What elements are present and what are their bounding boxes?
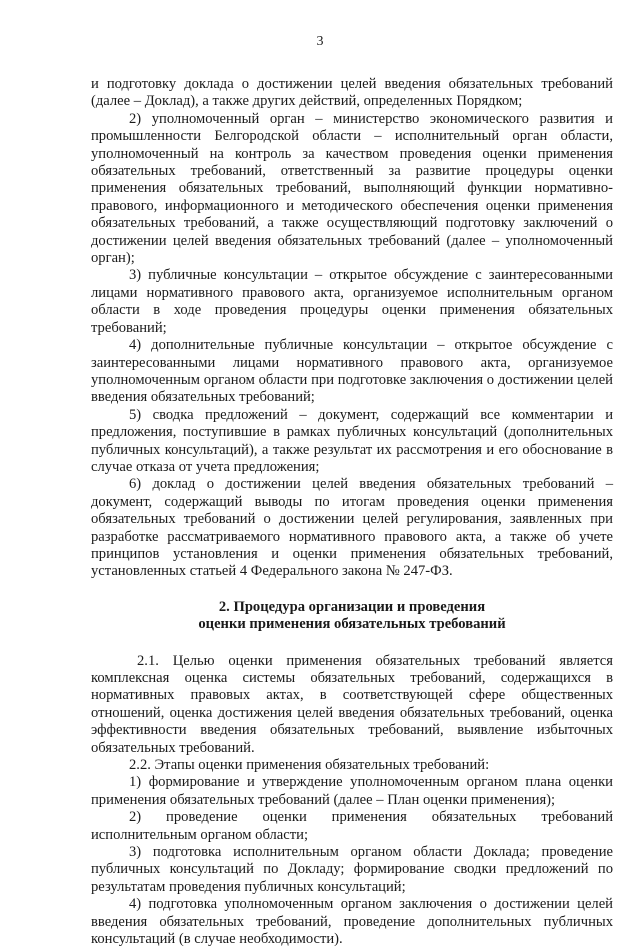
stage-item: 1) формирование и утверждение уполномоченным органом плана оценки применения обязательных требований (далее – План оценки применения); [91, 774, 613, 808]
document-body [91, 76, 613, 949]
section-heading-line: оценки применения обязательных требований [198, 616, 506, 633]
section-heading [91, 599, 613, 634]
definition-item: 2) уполномоченный орган – министерство экономического развития и промышленности Белгородской области – исполнительный орган области, уполномоченный на контроль за качеством проведения оценки применения обязательных требований, ответственный за развитие процедуры оценки применения обязательных требований, выполняющий функции нормативно-правового, информационного и методического обеспечения оценки применения обязательных требований, а также осуществляющий подготовку заключений о достижении целей введения обязательных требований (далее – уполномоченный орган); [91, 110, 613, 267]
definition-item: 6) доклад о достижении целей введения обязательных требований – документ, содержащий выводы по итогам проведения оценки применения обязательных требований о достижении целей регулирования, заявленных при разработке рассматриваемого нормативного правового акта, а также об учете принципов установления и оценки применения обязательных требований, установленных статьей 4 Федерального закона № 247-ФЗ. [91, 476, 613, 580]
section-heading-line: 2. Процедура организации и проведения [218, 598, 486, 615]
definition-item: 5) сводка предложений – документ, содержащий все комментарии и предложения, поступившие в рамках публичных консультаций (дополнительных публичных консультаций), а также результат их рассмотрения и его обоснование в случае отказа от учета предложения; [91, 406, 613, 475]
stage-item: 2) проведение оценки применения обязательных требований исполнительным органом области; [91, 809, 613, 843]
definition-item: 3) публичные консультации – открытое обсуждение с заинтересованными лицами нормативного правового акта, организуемое исполнительным органом области в ходе проведения процедуры оценки применения обязательных требований; [91, 267, 613, 336]
stage-item: 4) подготовка уполномоченным органом заключения о достижении целей введения обязательных требований, проведение дополнительных публичных консультаций (в случае необходимости). [91, 896, 613, 948]
page-number: 3 [316, 34, 324, 49]
paragraph: 2.2. Этапы оценки применения обязательных требований: [129, 757, 490, 774]
paragraph: и подготовку доклада о достижении целей введения обязательных требований (далее – Доклад), а также других действий, определенных Порядком; [91, 76, 613, 110]
stage-item: 3) подготовка исполнительным органом области Доклада; проведение публичных консультаций по Докладу; формирование сводки предложений по результатам проведения публичных консультаций; [91, 844, 613, 895]
definition-item: 4) дополнительные публичные консультации – открытое обсуждение с заинтересованными лицами нормативного правового акта, организуемое уполномоченным органом области при подготовке заключения о достижении целей введения обязательных требований; [91, 337, 613, 406]
paragraph: 2.1. Целью оценки применения обязательных требований является комплексная оценка системы обязательных требований, содержащихся в нормативных правовых актах, в соответствующей сфере общественных отношений, оценка достижения целей введения обязательных требований, оценка эффективности введения обязательных требований, выявление избыточных обязательных требований. [91, 652, 613, 756]
